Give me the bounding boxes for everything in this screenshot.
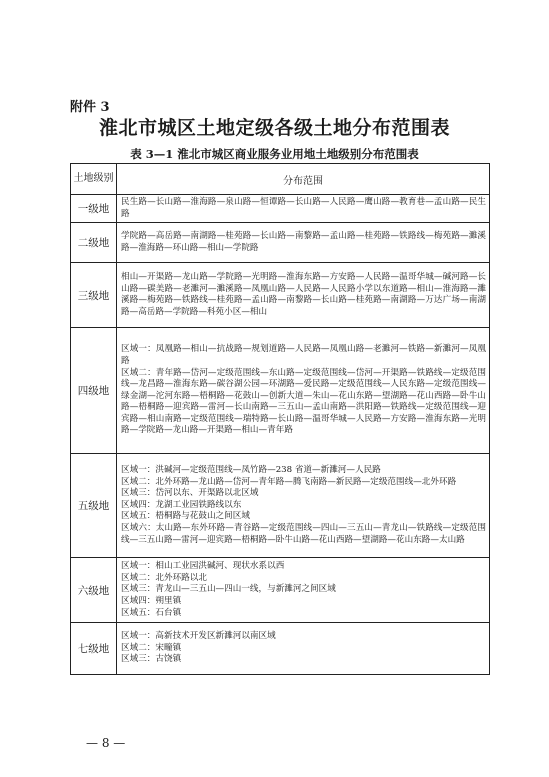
range-line: 区域二：北外环路以北 <box>121 572 207 583</box>
table-header-row <box>71 164 490 195</box>
range-line: 区域三：岱河以东、开渠路以北区域 <box>121 488 259 499</box>
land-level-cell: 三级地 <box>71 263 117 328</box>
attachment-label: 附件 3 <box>70 100 110 115</box>
range-line: 区域一：相山工业园洪碱河、现状水系以西 <box>121 561 285 572</box>
table-row <box>71 263 490 328</box>
document-title: 淮北市城区土地定级各级土地分布范围表 <box>98 117 450 139</box>
land-level-cell: 二级地 <box>71 223 117 263</box>
range-line: 区域二：青年路—岱河—定级范围线—东山路—定级范围线—岱河—开渠路—铁路线—定级范围线—龙昌路—淮海东路—碳谷湖公园—环湖路—爱民路—定级范围线—人民东路—定级范围线—绿金湖—沱河东路—梧桐路—花鼓山—创新大道—朱山—花山东路—望湖路—花山西路—卧牛山路—梧桐路—迎宾路—雷河—长山南路—三五山—孟山南路—洪阳路—铁路线—定级范围线—迎宾路—相山南路—定级范围线—瑞特路—长山路—温哥华城—人民路—方安路—淮海东路—光明路—学院路—龙山路—开渠路—相山—青年路 <box>121 367 486 436</box>
table-row <box>71 623 490 675</box>
range-line: 相山—开渠路—龙山路—学院路—光明路—淮海东路—方安路—人民路—温哥华城—碱河路—长山路—碳美路—老濉河—濉溪路—凤凰山路—人民路—人民路小学以东道路—相山—淮海路—濉溪路—梅苑路—铁路线—桂苑路—孟山路—南黎路—长山路—桂苑路—南湖路—万达广场—南湖路—高岳路—学院路—科苑小区—相山 <box>121 272 486 317</box>
distribution-range-cell <box>117 623 490 675</box>
distribution-range-cell <box>117 223 490 263</box>
range-line: 学院路—高岳路—南湖路—桂苑路—长山路—南黎路—孟山路—桂苑路—铁路线—梅苑路—濉溪路—淮海路—环山路—相山—学院路 <box>121 231 486 253</box>
table-row <box>71 195 490 223</box>
table-row <box>71 558 490 623</box>
land-level-table <box>70 163 490 675</box>
range-line: 区域五：梧桐路与花鼓山之间区域 <box>121 511 250 522</box>
land-level-cell: 七级地 <box>71 623 117 675</box>
distribution-range-cell <box>117 454 490 558</box>
table-caption: 表 3—1 淮北市城区商业服务业用地土地级别分布范围表 <box>130 147 419 161</box>
land-level-cell: 五级地 <box>71 454 117 558</box>
table-row <box>71 223 490 263</box>
range-line: 区域三：古饶镇 <box>121 654 182 665</box>
range-line: 区域一：凤凰路—相山—抗战路—规划道路—人民路—凤凰山路—老濉河—铁路—新濉河—凤凰路 <box>121 344 486 366</box>
land-level-cell: 六级地 <box>71 558 117 623</box>
distribution-range-cell <box>117 195 490 223</box>
range-line: 区域三：青龙山—三五山—四山一线，与新濉河之间区域 <box>121 584 336 595</box>
distribution-range-cell <box>117 558 490 623</box>
distribution-range-cell <box>117 263 490 328</box>
range-line: 区域一：洪碱河—定级范围线—凤竹路—238 省道—新濉河—人民路 <box>121 465 381 476</box>
range-line: 区域二：北外环路—龙山路—岱河—青年路—腾飞南路—新民路—定级范围线—北外环路 <box>121 476 457 487</box>
land-level-cell: 一级地 <box>71 195 117 223</box>
distribution-range-cell <box>117 328 490 454</box>
range-line: 区域六：太山路—东外环路—青谷路—定级范围线—四山—三五山—青龙山—铁路线—定级范围线—三五山路—雷河—迎宾路—梧桐路—卧牛山路—花山西路—望湖路—花山东路—太山路 <box>121 523 486 545</box>
header-land-level: 土地级别 <box>71 164 117 195</box>
range-line: 民生路—长山路—淮海路—泉山路—恒谭路—长山路—人民路—鹰山路—教育巷—孟山路—民生路 <box>121 197 486 219</box>
page-number: — 8 — <box>86 736 126 750</box>
range-line: 区域二：宋疃镇 <box>121 642 182 653</box>
table-row <box>71 454 490 558</box>
land-level-cell: 四级地 <box>71 328 117 454</box>
table-row <box>71 328 490 454</box>
range-line: 区域四：龙湖工业园铁路线以东 <box>121 499 242 510</box>
range-line: 区域四：朔里镇 <box>121 595 182 606</box>
range-line: 区域五：石台镇 <box>121 607 182 618</box>
range-line: 区域一：高新技术开发区新濉河以南区域 <box>121 631 276 642</box>
header-distribution-range: 分布范围 <box>117 164 490 195</box>
